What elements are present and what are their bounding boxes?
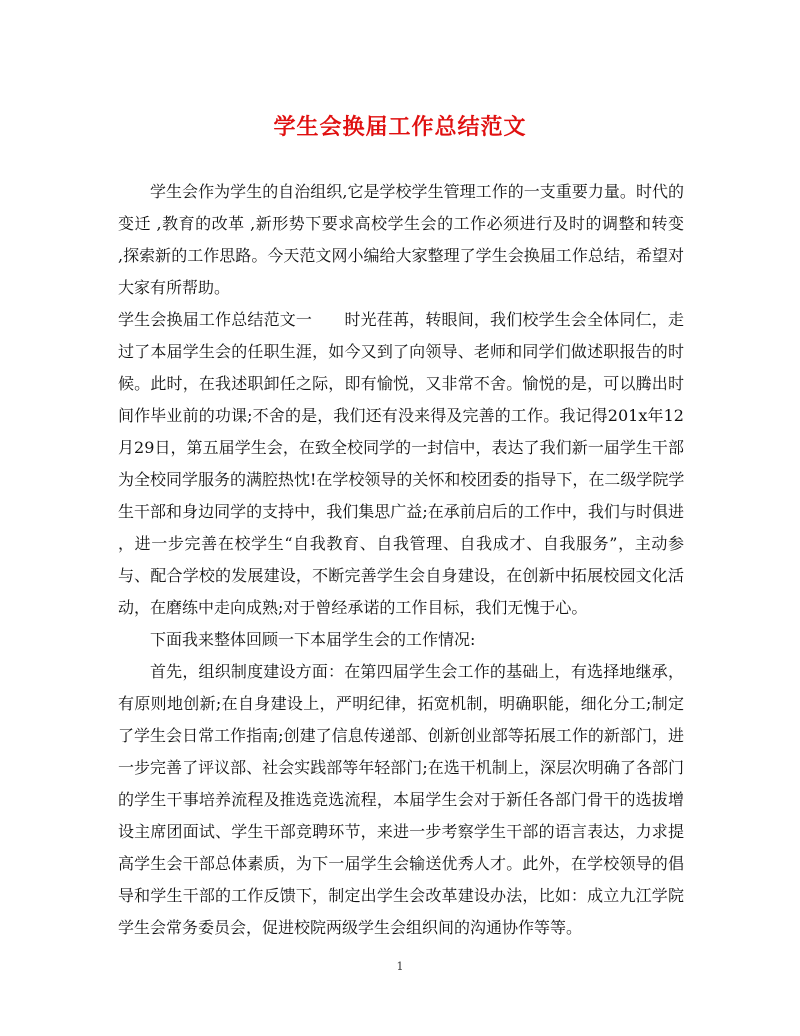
text-line: 学生会常务委员会，促进校院两级学生会组织间的沟通协作等等。 <box>118 918 583 937</box>
text-line: 设主席团面试、学生干部竞聘环节，来进一步考察学生干部的语言表达，力求提 <box>118 822 684 841</box>
text-line: 有原则地创新;在自身建设上，严明纪律，拓宽机制，明确职能，细化分工;制定 <box>118 694 684 713</box>
text-line: ，进一步完善在校学生“自我教育、自我管理、自我成才、自我服务”，主动参 <box>118 534 684 553</box>
text-line: 间作毕业前的功课;不舍的是，我们还有没来得及完善的工作。我记得201x年12 <box>118 406 684 425</box>
text-line: 生干部和身边同学的支持中，我们集思广益;在承前启后的工作中，我们与时俱进 <box>118 502 684 521</box>
text-line: 过了本届学生会的任职生涯，如今又到了向领导、老师和同学们做述职报告的时 <box>118 342 684 361</box>
text-line: 大家有所帮助。 <box>118 278 231 297</box>
text-line: 月29日，第五届学生会，在致全校同学的一封信中，表达了我们新一届学生干部 <box>118 438 684 457</box>
text-line: 下面我来整体回顾一下本届学生会的工作情况: <box>150 630 476 649</box>
text-line: 一步完善了评议部、社会实践部等年轻部门;在选干机制上，深层次明确了各部门 <box>118 758 684 777</box>
text-line: 学生会换届工作总结范文一 时光荏苒，转眼间，我们校学生会全体同仁，走 <box>118 310 684 329</box>
text-line: 的学生干事培养流程及推选竞选流程，本届学生会对于新任各部门骨干的选拔增 <box>118 790 684 809</box>
text-line: 首先，组织制度建设方面：在第四届学生会工作的基础上，有选择地继承， <box>150 662 684 681</box>
document-title: 学生会换届工作总结范文 <box>273 114 527 140</box>
page-number: 1 <box>396 960 404 973</box>
text-line: 为全校同学服务的满腔热忱!在学校领导的关怀和校团委的指导下，在二级学院学 <box>118 470 685 489</box>
text-line: 候。此时，在我述职卸任之际，即有愉悦，又非常不舍。愉悦的是，可以腾出时 <box>118 374 684 393</box>
text-line: ,探索新的工作思路。今天范文网小编给大家整理了学生会换届工作总结，希望对 <box>118 246 684 265</box>
text-line: 高学生会干部总体素质，为下一届学生会输送优秀人才。此外，在学校领导的倡 <box>118 854 684 873</box>
text-line: 变迁 ,教育的改革 ,新形势下要求高校学生会的工作必须进行及时的调整和转变 <box>118 214 684 233</box>
text-line: 与、配合学校的发展建设，不断完善学生会自身建设，在创新中拓展校园文化活 <box>118 566 684 585</box>
text-line: 导和学生干部的工作反馈下，制定出学生会改革建设办法，比如：成立九江学院 <box>118 886 684 905</box>
document-body <box>118 176 684 944</box>
text-line: 学生会作为学生的自治组织,它是学校学生管理工作的一支重要力量。时代的 <box>150 182 684 201</box>
text-line: 了学生会日常工作指南;创建了信息传递部、创新创业部等拓展工作的新部门，进 <box>118 726 684 745</box>
text-line: 动，在磨练中走向成熟;对于曾经承诺的工作目标，我们无愧于心。 <box>118 598 588 617</box>
